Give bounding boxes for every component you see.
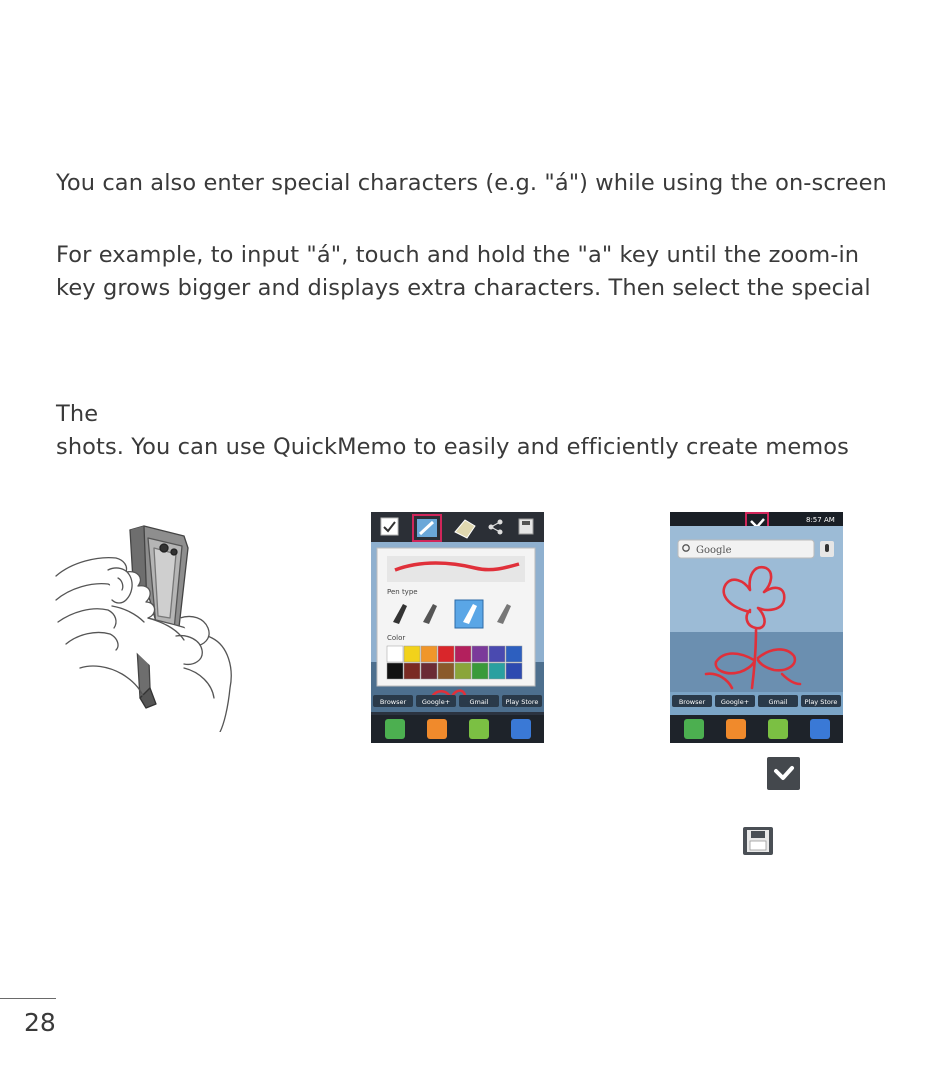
app-label: Google+ [421, 698, 451, 706]
svg-text:Pen type: Pen type [387, 588, 418, 596]
svg-text:8:57 AM: 8:57 AM [806, 516, 835, 524]
example-paragraph [56, 239, 871, 305]
quickmemo-drawing-screenshot [670, 512, 843, 743]
palette-swatch [455, 646, 471, 662]
palette-swatch [387, 663, 403, 679]
palette-swatch [421, 663, 437, 679]
quickmemo-pen-settings-screenshot [371, 512, 544, 743]
app-label: Browser [379, 698, 407, 706]
save-tool-icon [519, 519, 533, 534]
paragraph-line: shots. You can use QuickMemo to easily and efficiently create memos [56, 434, 849, 460]
palette-swatch [506, 663, 522, 679]
palette-swatch [404, 646, 420, 662]
palette-swatch [472, 663, 488, 679]
paragraph-line: For example, to input "á", touch and hold the "a" key until the zoom-in [56, 242, 860, 268]
checkmark-icon [767, 757, 800, 790]
palette-swatch [438, 646, 454, 662]
palette-swatch [455, 663, 471, 679]
save-icon [742, 826, 774, 856]
hand-pressing-volume-keys-illustration [52, 518, 240, 732]
palette-swatch [438, 663, 454, 679]
footer-rule [0, 998, 56, 999]
app-label: Gmail [469, 698, 489, 706]
dock-app-labels [672, 695, 841, 707]
app-label: Play Store [804, 698, 838, 706]
palette-swatch [489, 646, 505, 662]
paragraph-line: The [56, 401, 99, 427]
palette-swatch [489, 663, 505, 679]
svg-text:Color: Color [387, 634, 406, 642]
app-label: Gmail [768, 698, 788, 706]
checkbox-tool-icon [381, 518, 398, 535]
app-label: Google+ [720, 698, 750, 706]
quickmemo-paragraph [56, 398, 849, 464]
palette-swatch [506, 646, 522, 662]
special-characters-paragraph [56, 167, 887, 200]
app-label: Play Store [505, 698, 539, 706]
paragraph-line: You can also enter special characters (e.g. "á") while using the on-screen [56, 170, 887, 196]
palette-swatch [421, 646, 437, 662]
palette-swatch [387, 646, 403, 662]
svg-text:Google: Google [696, 545, 732, 556]
app-label: Browser [678, 698, 706, 706]
paragraph-line: key grows bigger and displays extra characters. Then select the special [56, 275, 871, 301]
page-number: 28 [24, 1008, 56, 1037]
palette-swatch [404, 663, 420, 679]
palette-swatch [472, 646, 488, 662]
